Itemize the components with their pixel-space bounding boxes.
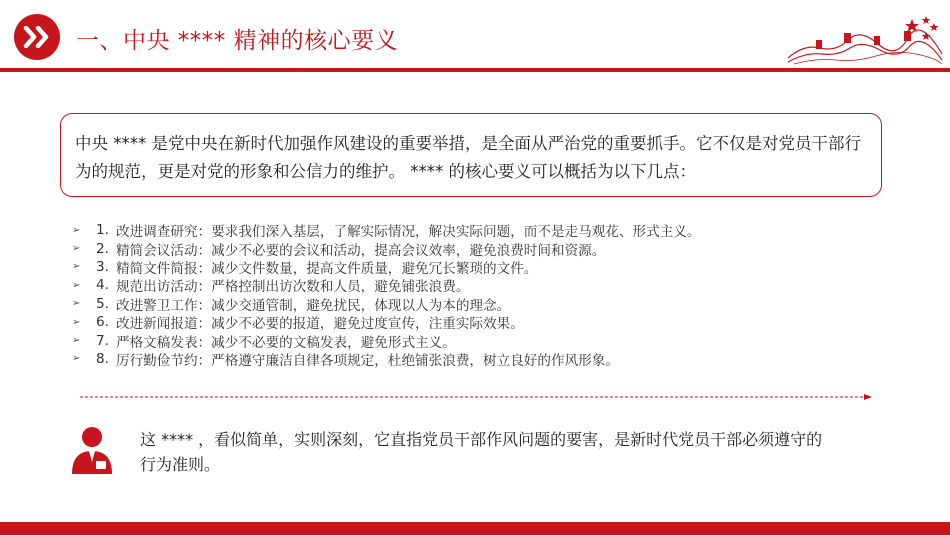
double-chevron-right-icon	[14, 14, 60, 60]
bullet-arrow-icon: ➢	[72, 279, 81, 291]
person-icon	[68, 424, 116, 476]
bullet-arrow-icon: ➢	[72, 224, 81, 236]
dashed-arrow-divider	[80, 393, 872, 401]
closing-text: 这 **** ，看似简单，实则深刻，它直指党员干部作风问题的要害，是新时代党员干部必须遵守的行为准则。	[140, 430, 823, 474]
list-item: ➢ 2. 精简会议活动：减少不必要的会议和活动，提高会议效率，避免浪费时间和资源。	[72, 240, 606, 259]
bullet-arrow-icon: ➢	[72, 316, 81, 328]
bullet-arrow-icon: ➢	[72, 335, 81, 347]
list-item: ➢ 7. 严格文稿发表：减少不必要的文稿发表，避免形式主义。	[72, 332, 456, 351]
list-item: ➢ 4. 规范出访活动：严格控制出访次数和人员，避免铺张浪费。	[72, 277, 470, 296]
header-divider	[0, 68, 950, 72]
key-points-list	[72, 221, 872, 368]
bullet-arrow-icon: ➢	[72, 298, 81, 310]
list-item: ➢ 8. 厉行勤俭节约：严格遵守廉洁自律各项规定，杜绝铺张浪费，树立良好的作风形象。	[72, 350, 619, 369]
list-item: ➢ 1. 改进调查研究：要求我们深入基层，了解实际情况，解决实际问题，而不是走马观花、形式主义。	[72, 222, 701, 241]
footer-bar	[0, 522, 950, 535]
intro-text: 中央 **** 是党中央在新时代加强作风建设的重要举措，是全面从严治党的重要抓手。它不仅是对党员干部行为的规范，更是对党的形象和公信力的维护。 **** 的核心要义可以概括为以下几点：	[75, 134, 861, 181]
list-item: ➢ 6. 改进新闻报道：减少不必要的报道，避免过度宣传，注重实际效果。	[72, 314, 524, 333]
bullet-arrow-icon: ➢	[72, 243, 81, 255]
page-title: 一、中央 **** 精神的核心要义	[76, 28, 399, 54]
list-item: ➢ 3. 精简文件简报：减少文件数量，提高文件质量，避免冗长繁琐的文件。	[72, 258, 538, 277]
great-wall-stars-icon	[786, 14, 946, 66]
intro-box	[60, 113, 882, 197]
list-item: ➢ 5. 改进警卫工作：减少交通管制，避免扰民，体现以人为本的理念。	[72, 295, 511, 314]
bullet-arrow-icon: ➢	[72, 353, 81, 365]
bullet-arrow-icon: ➢	[72, 261, 81, 273]
